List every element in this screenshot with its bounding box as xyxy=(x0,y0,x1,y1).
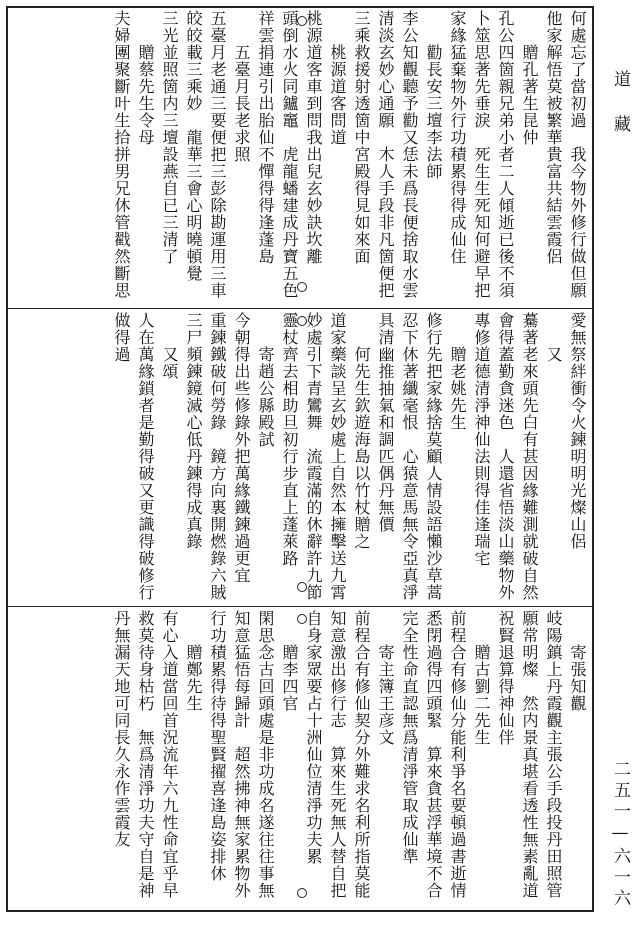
text-column: 贈孔著生昆仲 xyxy=(520,10,539,146)
text-column: 知意猛悟每歸計 超然拂神無家累物外 xyxy=(232,610,251,899)
text-column: 清淡玄妙心通願 木人手段非凡箇便把 xyxy=(376,10,395,299)
text-panel-top xyxy=(12,10,588,306)
text-column: 修行先把家緣捨莫顧人情設語懶沙草蒿 xyxy=(424,312,443,601)
text-column: 忍下休著纖毫恨 心猿意馬無令亞真淨 xyxy=(400,312,419,601)
text-column: 人在萬緣鎖者是勤得破又更識得破修行 xyxy=(136,312,155,601)
text-column: 知意激出修行志 算來生死無人替自把 xyxy=(328,610,347,899)
text-column: 有心入道當回首況流年六九性命宜乎早 xyxy=(160,610,179,899)
text-column: 道家藥談呈玄妙處上自然本擁擊送九霄 xyxy=(328,312,347,601)
text-column: 靈杖齊去相助旦初行步直上蓬萊路 xyxy=(280,312,299,567)
circle-mark-top xyxy=(297,16,307,26)
text-column: 他家解悟莫被繁華貴富共結雲霞侶 xyxy=(544,10,563,265)
collection-title: 道 藏 xyxy=(610,70,630,136)
text-column: 三光並照箇内三壇設燕自已三清了 xyxy=(160,10,179,265)
text-column: 夫婦團聚斷叶生拾拼男兄休管戳然斷思 xyxy=(112,10,131,299)
text-column: 李公知觀聽予勸又恁未爲長便捨取水雲 xyxy=(400,10,419,299)
text-column: 自身家眾要占十洲仙位清淨功夫累 xyxy=(304,610,323,865)
text-column: 今朝得出些修錄外把萬緣鐵鍊過更宜 xyxy=(232,312,251,584)
text-column: 做得過 xyxy=(112,312,131,363)
text-column: 家緣猛棄物外行功積累得得成仙住 xyxy=(448,10,467,265)
text-column: 贈鄭先生 xyxy=(184,610,203,712)
column-group-middle xyxy=(12,312,588,602)
text-column: 皎皎載三乘妙 龍華三會心明曉頓覺 xyxy=(184,10,203,282)
text-column: 具清幽推抽氣和調匹偶丹無價 xyxy=(376,312,395,533)
text-column: 悉閉過得四頭緊 算來貪甚浮華境不合 xyxy=(424,610,443,899)
circle-mark-middle xyxy=(297,316,307,326)
text-column: 孔公四箇親兄弟小者二人傾逝已後不須 xyxy=(496,10,515,299)
text-column: 又頌 xyxy=(160,312,179,380)
text-column: 寄主簿王彦文 xyxy=(376,610,395,746)
text-column: 何處忘了當初過 我今物外修行做但願 xyxy=(568,10,587,299)
text-column: 五臺月長老求照 xyxy=(232,10,251,163)
text-column: 願常明燦 然内景真堪看透性無素亂道 xyxy=(520,610,539,899)
text-column: 重鍊鐵破何勞錄 鏡方向裏開燃錄六賊 xyxy=(208,312,227,601)
text-panel-bottom xyxy=(12,610,588,906)
text-column: 妙處引下青鸞舞 流霞滿的休辭許九節 xyxy=(304,312,323,601)
text-column: 三尸頻鍊鏡滅心低丹鍊得成真錄 xyxy=(184,312,203,550)
text-column: 五臺月老通三要便把三彭除勘運用三車 xyxy=(208,10,227,299)
circle-mark-bottom-bottom xyxy=(297,888,307,898)
text-column: 三乘救援射透箇中宮殿得見如來面 xyxy=(352,10,371,265)
text-column: 丹無漏天地可同長久永作雲霞友 xyxy=(112,610,131,848)
text-column: 會得蓋勤貪迷色 人還省悟淡山藥物外 xyxy=(496,312,515,601)
text-panel-middle xyxy=(12,312,588,602)
text-column: 寄張知觀 xyxy=(568,610,587,712)
text-column: 勸長安三壇李法師 xyxy=(424,10,443,180)
text-column: 何先生欽遊海島以竹杖贈之 xyxy=(352,312,371,550)
text-column: 寄趙公縣殿試 xyxy=(256,312,275,448)
text-column: 岐陽鎮上丹霞觀主張公手段投丹田照管 xyxy=(544,610,563,899)
text-column: 卜筮思著先垂淚 死生生死知何避早把 xyxy=(472,10,491,299)
column-group-top xyxy=(12,10,588,306)
text-column: 頭倒水火同鑪竈 虎龍蟠建成丹寶五色 xyxy=(280,10,299,299)
panel-divider-bottom xyxy=(6,606,594,607)
column-group-bottom xyxy=(12,610,588,906)
text-column: 贈李四官 xyxy=(280,610,299,712)
circle-mark-middle-bottom xyxy=(297,582,307,592)
text-column: 完全性命直認無爲清淨管取成仙準 xyxy=(400,610,419,865)
circle-mark-bottom xyxy=(297,614,307,624)
text-column: 祥雲捐連引出胎仙不憚得得逢蓬島 xyxy=(256,10,275,265)
text-column: 閑思念古回頭處是非功成名遂往往事無 xyxy=(256,610,275,899)
circle-mark-top-bottom xyxy=(297,282,307,292)
text-column: 專修道德清淨神仙法則得佳逢瑞宅 xyxy=(472,312,491,567)
text-column: 行功積累得待得聖賢擢喜逢島姿排休 xyxy=(208,610,227,882)
text-column: 驀著老來頭先白有甚因緣難測就破自然 xyxy=(520,312,539,601)
text-column: 又 xyxy=(544,312,563,363)
text-column: 贈蔡先生令母 xyxy=(136,10,155,146)
text-column: 贈老姚先生 xyxy=(448,312,467,431)
text-column: 前程合有修仙分能利爭名要頓過書逝情 xyxy=(448,610,467,899)
text-column: 前程合有修仙契分外難求名利所指莫能 xyxy=(352,610,371,899)
text-column: 贈古劉二先生 xyxy=(472,610,491,746)
text-column: 救莫待身枯朽 無爲清淨功夫守自是神 xyxy=(136,610,155,899)
text-column: 桃源道客車到問我出兒玄妙訣坎離 xyxy=(304,10,323,265)
panel-divider-top xyxy=(6,308,594,309)
page-number: 二五一—六一六 xyxy=(610,760,630,910)
text-column: 祝賢退算得神仙伴 xyxy=(496,610,515,746)
text-column: 愛無祭絆衝令火鍊明明光燦山侶 xyxy=(568,312,587,550)
text-column: 桃源道客問道 xyxy=(328,10,347,146)
